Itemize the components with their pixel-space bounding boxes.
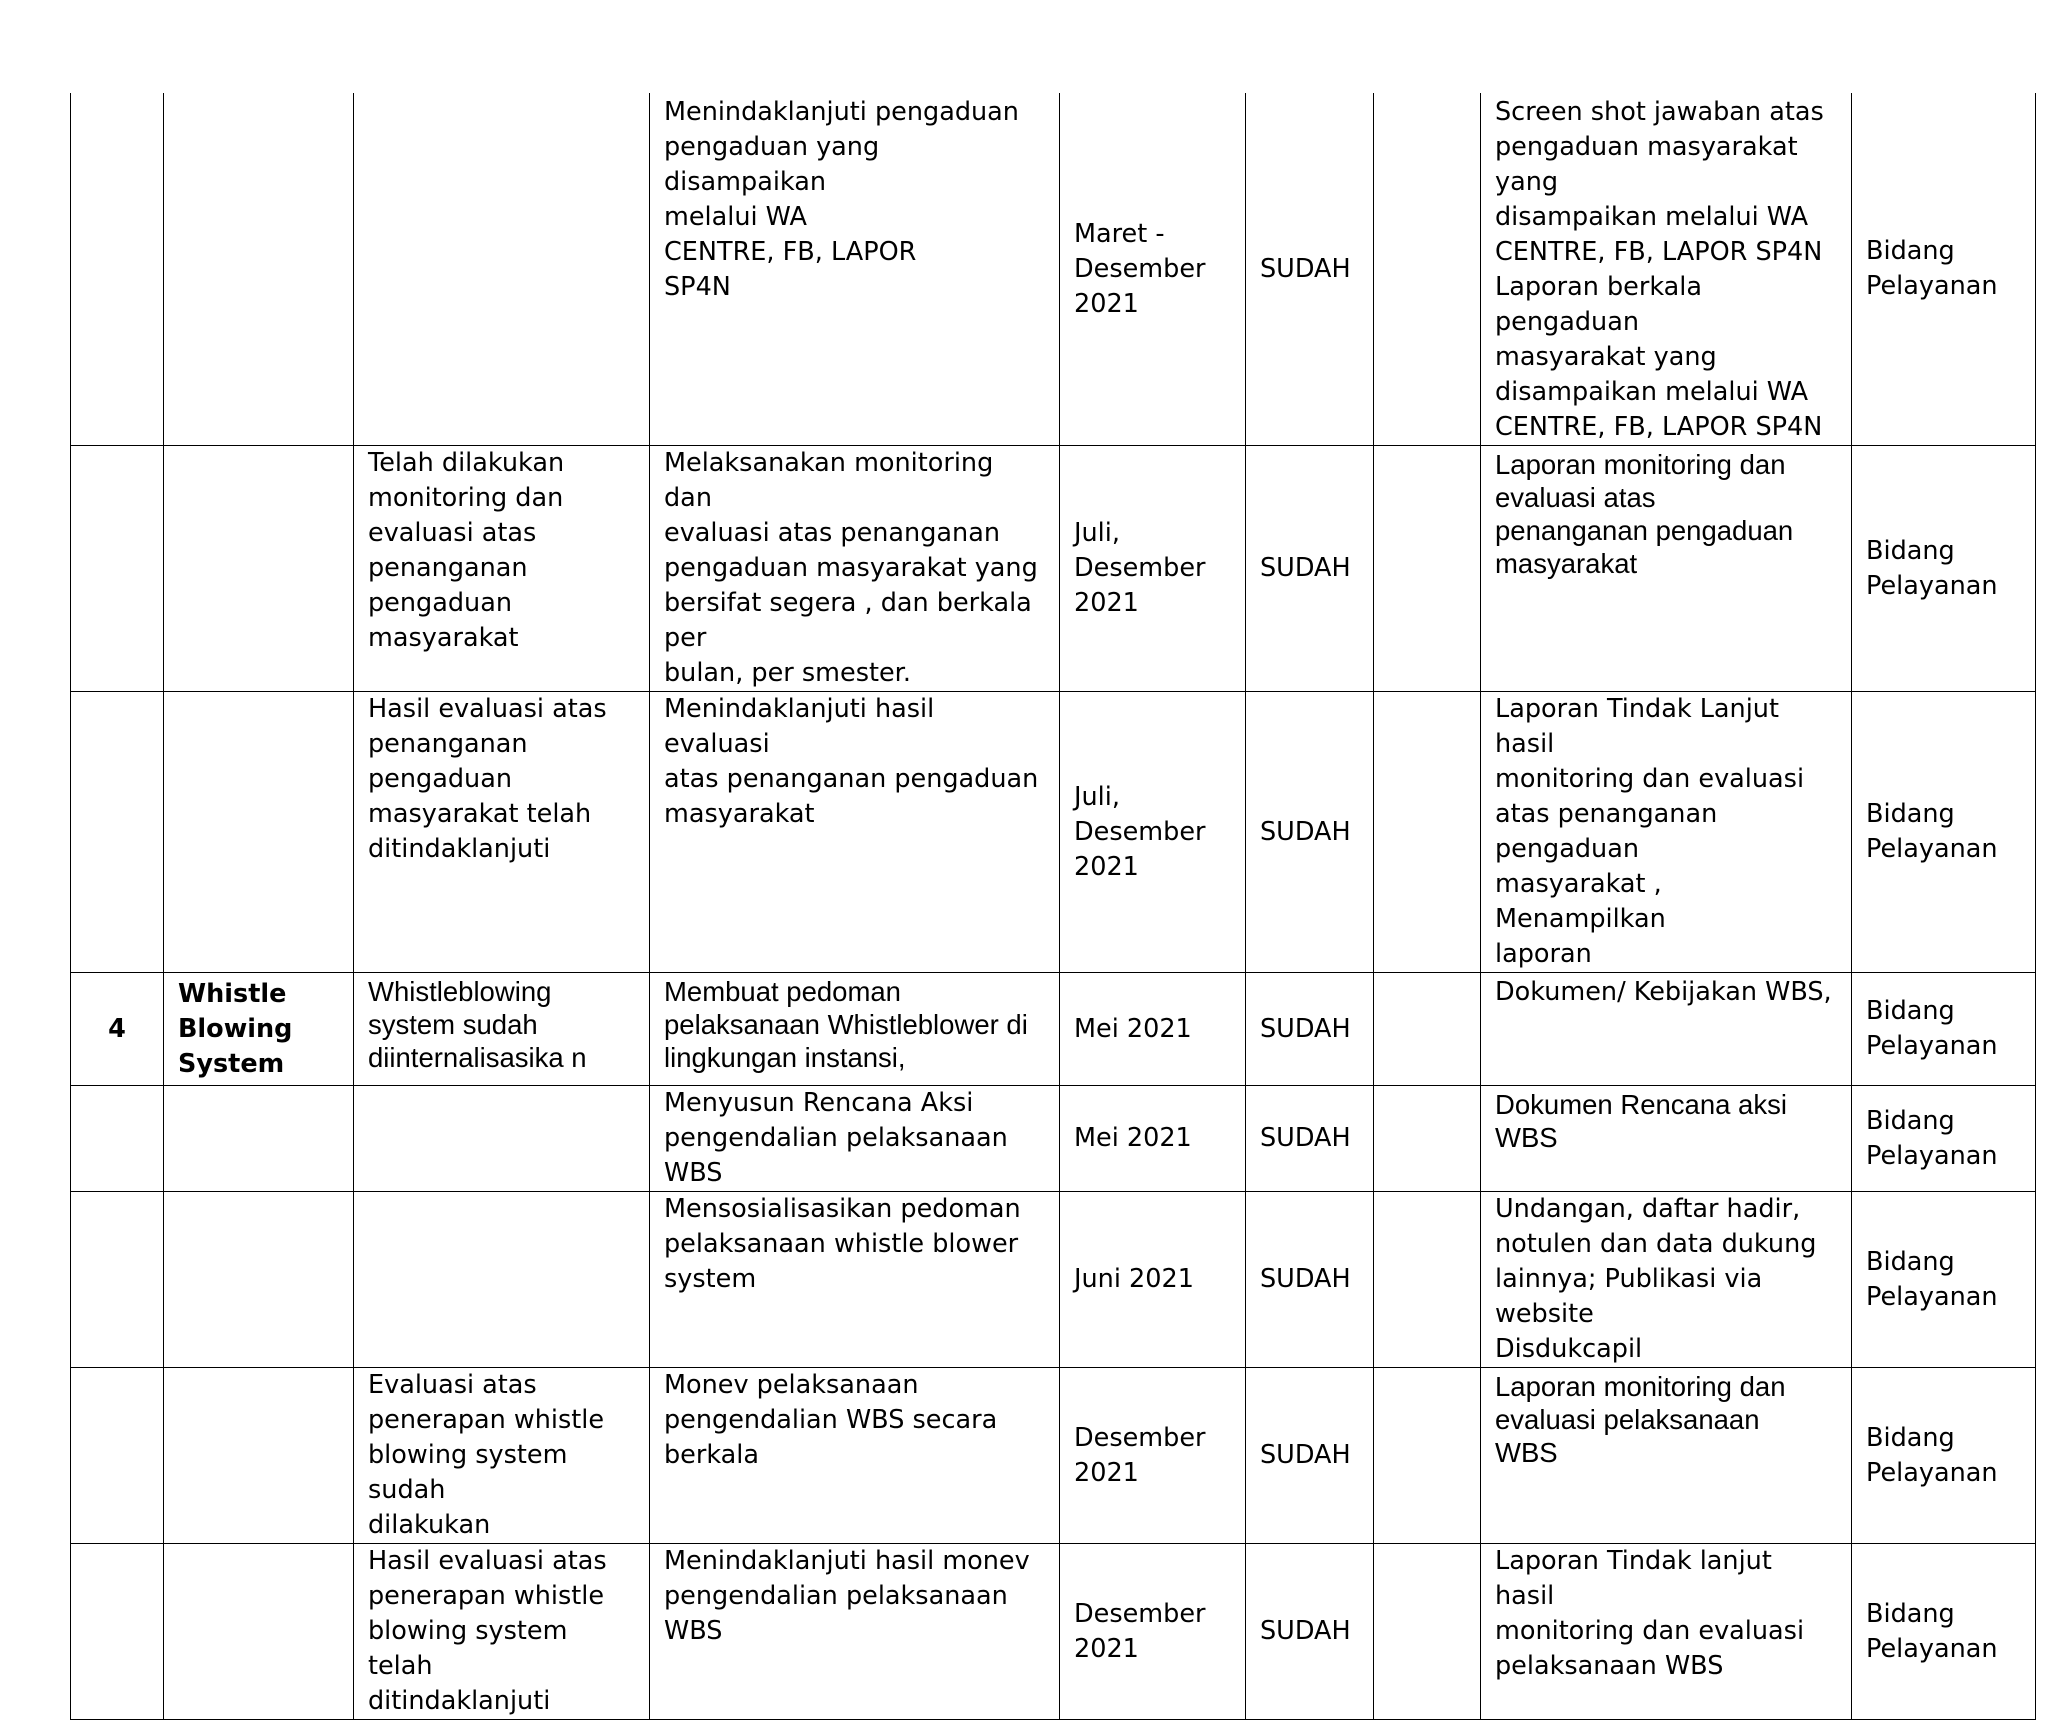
table-row — [71, 446, 2036, 692]
activity-cell: Membuat pedoman pelaksanaan Whistleblower di lingkungan instansi, — [650, 973, 1060, 1086]
time-cell: Mei 2021 — [1060, 1086, 1246, 1192]
blank-cell — [1374, 1192, 1481, 1368]
blank-cell — [1374, 1368, 1481, 1544]
activity-cell: Menindaklanjuti hasil monev pengendalian pelaksanaan WBS — [650, 1544, 1060, 1720]
area-cell — [164, 1192, 354, 1368]
no-cell — [71, 446, 164, 692]
status-cell: SUDAH — [1246, 973, 1374, 1086]
time-cell: Juli, Desember 2021 — [1060, 446, 1246, 692]
area-cell — [164, 93, 354, 446]
area-cell — [164, 446, 354, 692]
blank-cell — [1374, 446, 1481, 692]
unit-cell: Bidang Pelayanan — [1852, 1544, 2036, 1720]
no-cell — [71, 692, 164, 973]
time-cell: Maret - Desember 2021 — [1060, 93, 1246, 446]
unit-cell: Bidang Pelayanan — [1852, 692, 2036, 973]
no-cell — [71, 1368, 164, 1544]
indicator-cell: Evaluasi atas penerapan whistle blowing system sudah dilakukan — [354, 1368, 650, 1544]
unit-cell: Bidang Pelayanan — [1852, 1086, 2036, 1192]
output-cell: Laporan monitoring dan evaluasi pelaksanaan WBS — [1481, 1368, 1852, 1544]
output-cell: Undangan, daftar hadir, notulen dan data dukung lainnya; Publikasi via website Disdukcapil — [1481, 1192, 1852, 1368]
status-cell: SUDAH — [1246, 93, 1374, 446]
unit-cell: Bidang Pelayanan — [1852, 1192, 2036, 1368]
output-cell: Laporan Tindak Lanjut hasil monitoring dan evaluasi atas penanganan pengaduan masyarakat , Menampilkan laporan — [1481, 692, 1852, 973]
indicator-cell — [354, 1192, 650, 1368]
indicator-cell — [354, 1086, 650, 1192]
status-cell: SUDAH — [1246, 446, 1374, 692]
unit-cell: Bidang Pelayanan — [1852, 1368, 2036, 1544]
status-cell: SUDAH — [1246, 1544, 1374, 1720]
output-cell: Dokumen Rencana aksi WBS — [1481, 1086, 1852, 1192]
blank-cell — [1374, 973, 1481, 1086]
table-row — [71, 1544, 2036, 1720]
table-row — [71, 93, 2036, 446]
status-cell: SUDAH — [1246, 1368, 1374, 1544]
no-cell — [71, 1086, 164, 1192]
activity-cell: Menindaklanjuti pengaduan pengaduan yang disampaikan melalui WA CENTRE, FB, LAPOR SP4N — [650, 93, 1060, 446]
table-row — [71, 1192, 2036, 1368]
area-cell: Whistle Blowing System — [164, 973, 354, 1086]
time-cell: Desember 2021 — [1060, 1368, 1246, 1544]
area-cell — [164, 1086, 354, 1192]
unit-cell: Bidang Pelayanan — [1852, 93, 2036, 446]
action-plan-table — [70, 93, 2036, 1720]
unit-cell: Bidang Pelayanan — [1852, 446, 2036, 692]
unit-cell: Bidang Pelayanan — [1852, 973, 2036, 1086]
activity-cell: Mensosialisasikan pedoman pelaksanaan whistle blower system — [650, 1192, 1060, 1368]
status-cell: SUDAH — [1246, 1086, 1374, 1192]
time-cell: Desember 2021 — [1060, 1544, 1246, 1720]
status-cell: SUDAH — [1246, 692, 1374, 973]
indicator-cell: Telah dilakukan monitoring dan evaluasi atas penanganan pengaduan masyarakat — [354, 446, 650, 692]
status-cell: SUDAH — [1246, 1192, 1374, 1368]
indicator-cell: Hasil evaluasi atas penanganan pengaduan masyarakat telah ditindaklanjuti — [354, 692, 650, 973]
table-row — [71, 1368, 2036, 1544]
blank-cell — [1374, 692, 1481, 973]
output-cell: Screen shot jawaban atas pengaduan masyarakat yang disampaikan melalui WA CENTRE, FB, LAPOR SP4N Laporan berkala pengaduan masyarakat yang disampaikan melalui WA CENTRE, FB, LAPOR SP4N — [1481, 93, 1852, 446]
no-cell — [71, 1192, 164, 1368]
area-cell — [164, 692, 354, 973]
area-cell — [164, 1544, 354, 1720]
time-cell: Mei 2021 — [1060, 973, 1246, 1086]
blank-cell — [1374, 1544, 1481, 1720]
table-row — [71, 692, 2036, 973]
indicator-cell: Hasil evaluasi atas penerapan whistle blowing system telah ditindaklanjuti — [354, 1544, 650, 1720]
activity-cell: Menyusun Rencana Aksi pengendalian pelaksanaan WBS — [650, 1086, 1060, 1192]
activity-cell: Monev pelaksanaan pengendalian WBS secara berkala — [650, 1368, 1060, 1544]
indicator-cell: Whistleblowing system sudah diinternalisasika n — [354, 973, 650, 1086]
indicator-cell — [354, 93, 650, 446]
activity-cell: Menindaklanjuti hasil evaluasi atas penanganan pengaduan masyarakat — [650, 692, 1060, 973]
output-cell: Dokumen/ Kebijakan WBS, — [1481, 973, 1852, 1086]
time-cell: Juli, Desember 2021 — [1060, 692, 1246, 973]
time-cell: Juni 2021 — [1060, 1192, 1246, 1368]
table-row — [71, 973, 2036, 1086]
area-cell — [164, 1368, 354, 1544]
no-cell — [71, 93, 164, 446]
output-cell: Laporan Tindak lanjut hasil monitoring dan evaluasi pelaksanaan WBS — [1481, 1544, 1852, 1720]
no-cell: 4 — [71, 973, 164, 1086]
output-cell: Laporan monitoring dan evaluasi atas penanganan pengaduan masyarakat — [1481, 446, 1852, 692]
blank-cell — [1374, 93, 1481, 446]
table-row — [71, 1086, 2036, 1192]
no-cell — [71, 1544, 164, 1720]
activity-cell: Melaksanakan monitoring dan evaluasi atas penanganan pengaduan masyarakat yang bersifat segera , dan berkala per bulan, per smester. — [650, 446, 1060, 692]
blank-cell — [1374, 1086, 1481, 1192]
